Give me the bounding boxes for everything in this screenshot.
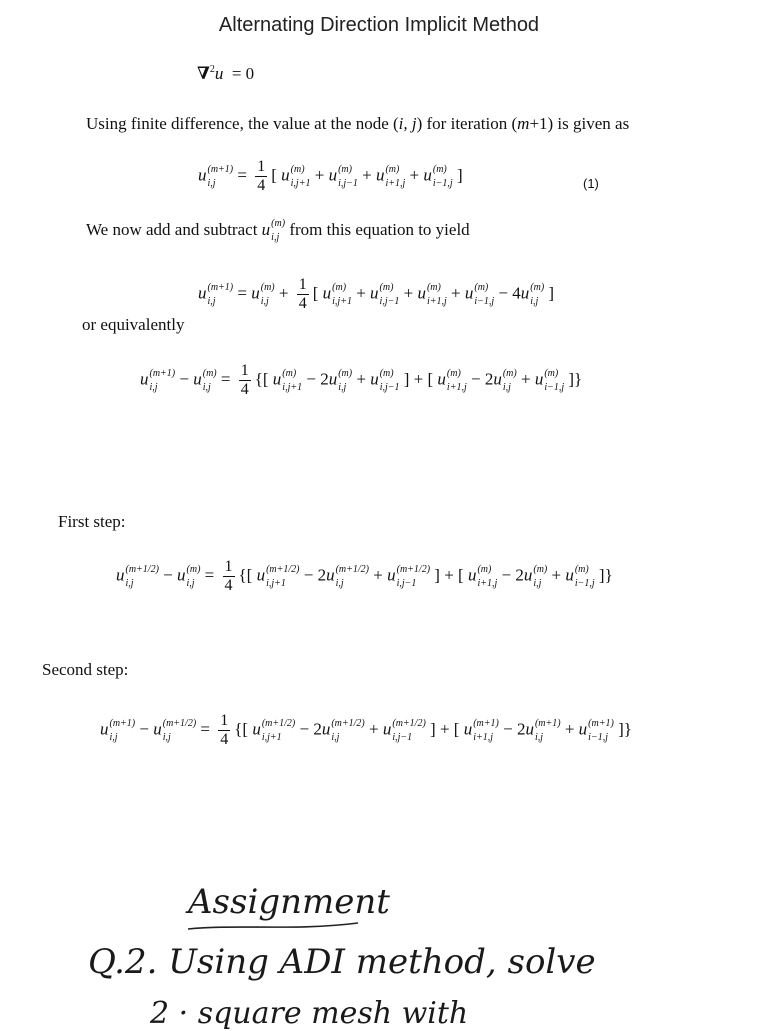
page-title: Alternating Direction Implicit Method	[218, 14, 540, 36]
fraction-quarter: $\frac{1}{4}$	[257, 158, 266, 194]
add-sub-after: from this equation to yield	[289, 219, 470, 239]
add-subtract-sentence: We now add and subtract u (m) i,j from this equation to yield	[86, 218, 470, 243]
intro-m: m	[517, 114, 530, 133]
or-equivalently: or equivalently	[82, 315, 185, 334]
equation-number: (1)	[583, 176, 599, 191]
first-step-equation: u (m+1/2) i,j − u (m) i,j = $\frac{1}{4}$ {[ u (m+1/2) i,j+1 − 2u (m+1/2) i,j + u (m+1/2) i,j−1 ] + [ u (m) i+1,j − 2u (m) i,j + u (m) i−1,j ]}	[116, 558, 613, 594]
nabla-symbol: ∇	[197, 64, 210, 83]
eq-u: u	[198, 165, 207, 185]
equation-1: u (m+1) i,j = $\frac{1}{4}$ [ u (m) i,j+1 + u (m) i,j−1 + u (m) i+1,j + u (m) i−1,j ]	[198, 158, 463, 194]
laplace-equation	[197, 64, 254, 84]
add-sub-before: We now add and subtract	[86, 219, 258, 239]
equation-2: u (m+1) i,j = u (m) i,j + $\frac{1}{4}$ [ u (m) i,j+1 + u (m) i,j−1 + u (m) i+1,j + u (m) i−1,j − 4u (m) i,j ]	[198, 276, 555, 312]
intro-sentence	[86, 114, 629, 134]
assignment-underline	[186, 920, 361, 934]
second-step-equation: u (m+1) i,j − u (m+1/2) i,j = $\frac{1}{4}$ {[ u (m+1/2) i,j+1 − 2u (m+1/2) i,j + u (m+1/2) i,j−1 ] + [ u (m+1) i+1,j − 2u (m+1) i,j + u (m+1) i−1,j ]}	[100, 712, 632, 748]
intro-node: i, j	[398, 114, 417, 133]
laplace-power: 2	[209, 64, 215, 75]
equation-3: u (m+1) i,j − u (m) i,j = $\frac{1}{4}$ {[ u (m) i,j+1 − 2u (m) i,j + u (m) i,j−1 ] + [ u (m) i+1,j − 2u (m) i,j + u (m) i−1,j ]}	[140, 362, 583, 398]
intro-part-a: Using finite difference, the value at the node (	[86, 114, 399, 133]
assignment-question-line2: 2 · square mesh with	[150, 996, 469, 1031]
intro-part-e: +1) is given as	[529, 114, 630, 133]
assignment-heading: Assignment	[188, 882, 390, 922]
laplace-var: u	[214, 64, 224, 83]
intro-part-c: ) for iteration (	[416, 114, 518, 133]
second-step-label: Second step:	[42, 660, 129, 679]
assignment-question-line1: Q.2. Using ADI method, solve	[88, 942, 596, 982]
laplace-rhs: = 0	[231, 64, 255, 83]
first-step-label: First step:	[58, 512, 126, 531]
